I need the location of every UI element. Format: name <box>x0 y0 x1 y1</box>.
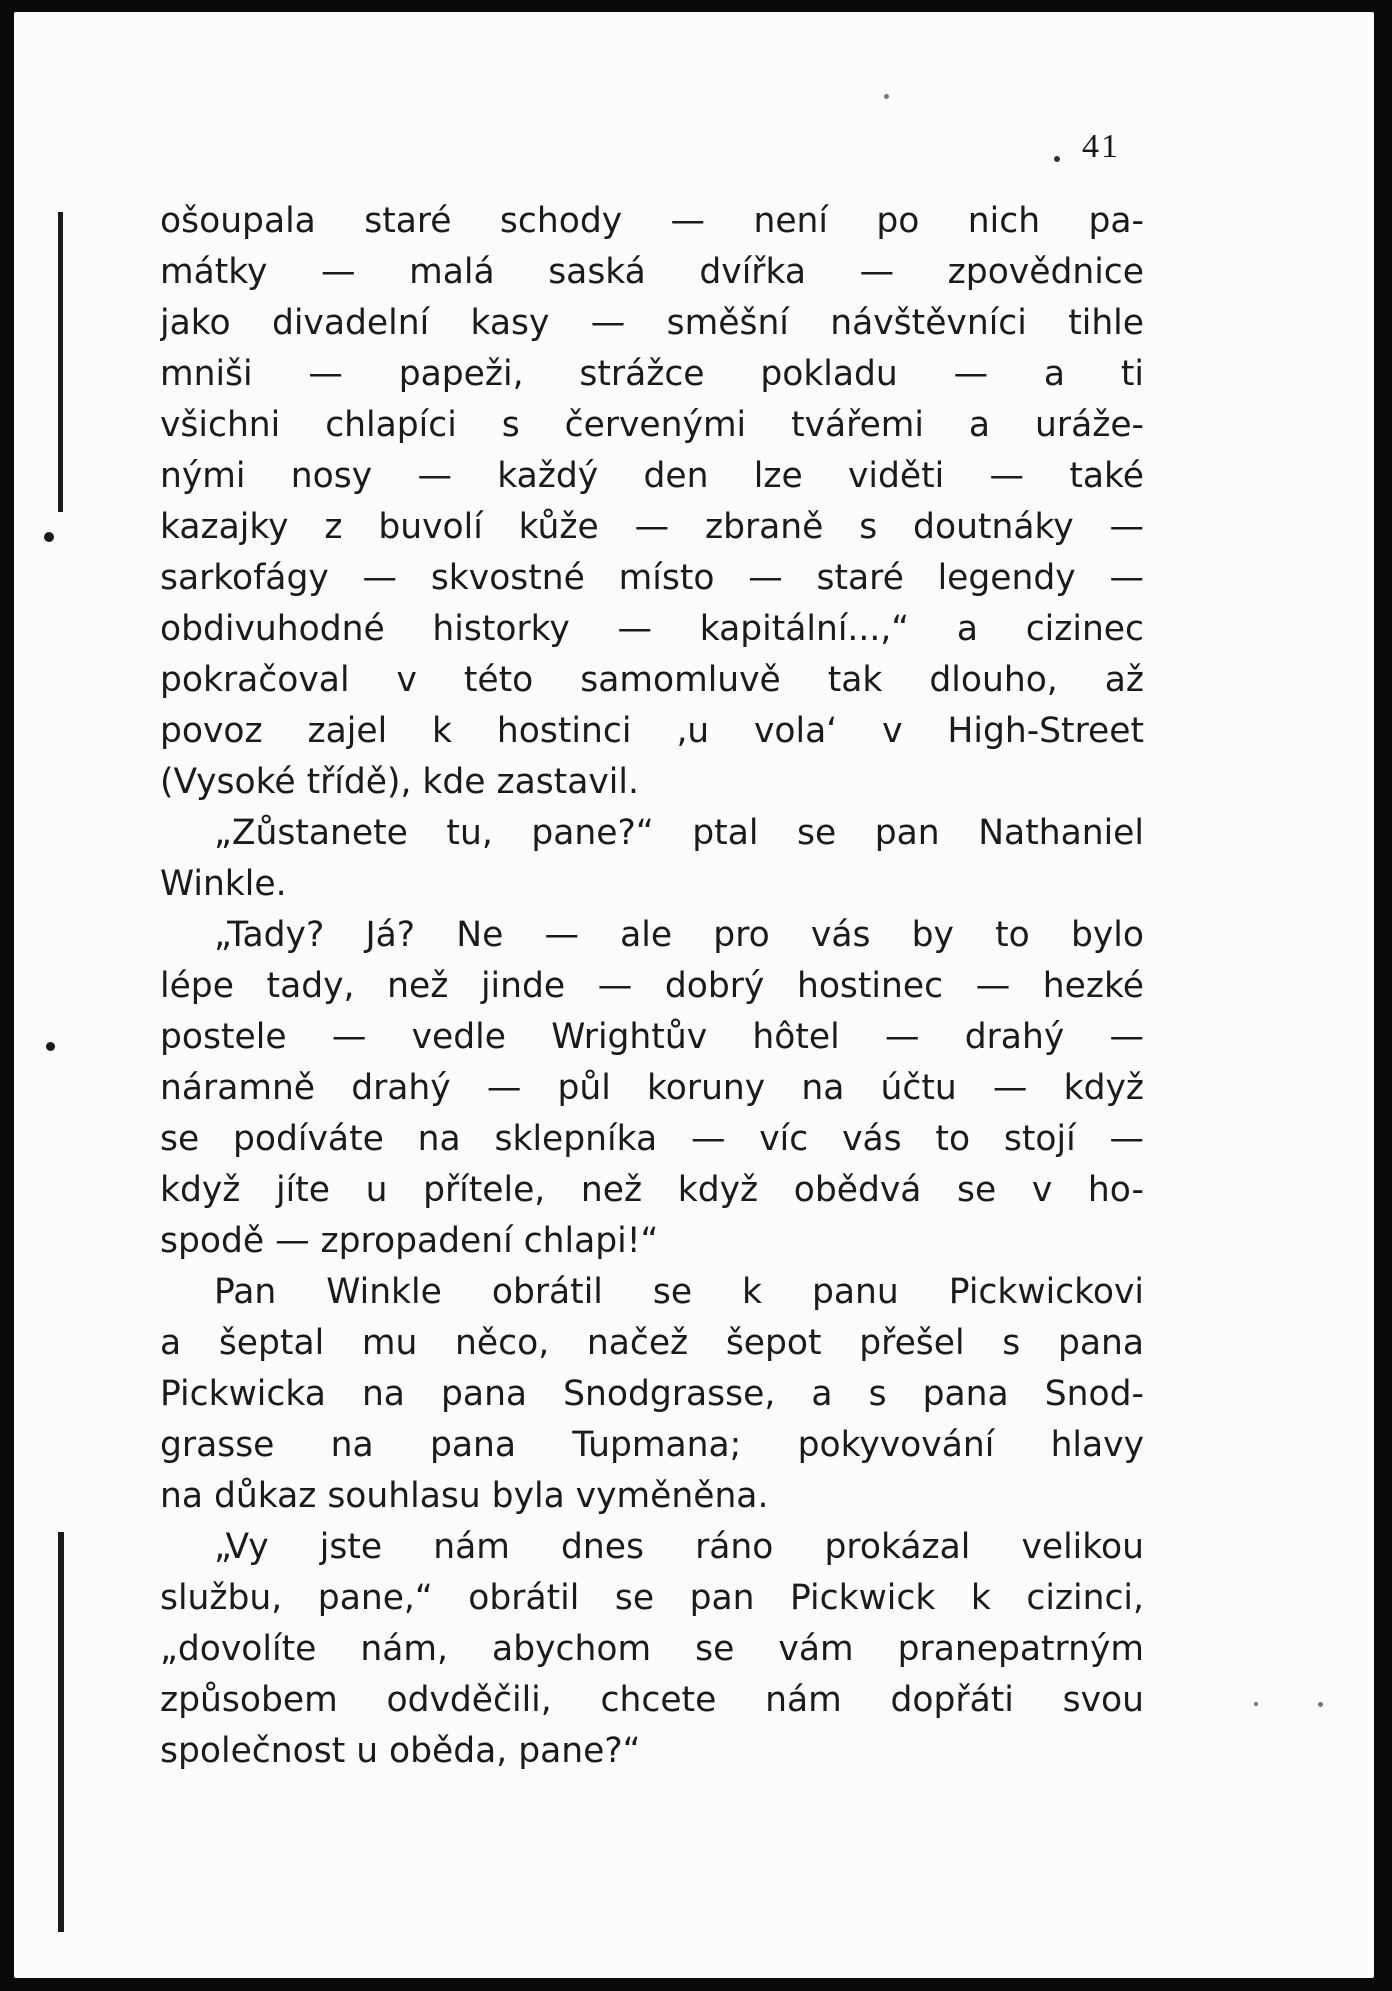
text-line: „dovolíte nám, abychom se vám pranepatrným <box>160 1629 1144 1669</box>
paper-speck <box>884 94 889 99</box>
page-number: 41 <box>1082 128 1120 165</box>
text-line: společnost u oběda, pane?“ <box>160 1731 641 1771</box>
text-line: nými nosy — každý den lze viděti — také <box>160 456 1144 496</box>
text-line: Winkle. <box>160 864 287 904</box>
text-line: službu, pane,“ obrátil se pan Pickwick k cizinci, <box>160 1578 1144 1618</box>
text-line: jako divadelní kasy — směšní návštěvníci tihle <box>160 303 1144 343</box>
text-line: sarkofágy — skvostné místo — staré legendy — <box>160 558 1144 598</box>
text-line: na důkaz souhlasu byla vyměněna. <box>160 1476 769 1516</box>
text-line: pokračoval v této samomluvě tak dlouho, až <box>160 660 1144 700</box>
text-line: náramně drahý — půl koruny na účtu — když <box>160 1068 1144 1108</box>
paper-speck <box>1254 1702 1258 1706</box>
text-line: lépe tady, než jinde — dobrý hostinec — hezké <box>160 966 1144 1006</box>
text-line: kazajky z buvolí kůže — zbraně s doutnáky — <box>160 507 1144 547</box>
body-text <box>160 196 1144 1777</box>
text-line: Pickwicka na pana Snodgrasse, a s pana Snod- <box>160 1374 1144 1414</box>
text-line: spodě — zpropadení chlapi!“ <box>160 1221 659 1261</box>
text-line: „Vy jste nám dnes ráno prokázal velikou <box>214 1527 1144 1567</box>
paper-speck <box>1054 156 1060 162</box>
binding-shadow-bottom <box>58 1532 64 1932</box>
text-line: mniši — papeži, strážce pokladu — a ti <box>160 354 1144 394</box>
text-line: (Vysoké třídě), kde zastavil. <box>160 762 639 802</box>
text-line: všichni chlapíci s červenými tvářemi a uráže- <box>160 405 1144 445</box>
binding-mark-dot <box>44 532 54 542</box>
text-line: a šeptal mu něco, načež šepot přešel s pana <box>160 1323 1144 1363</box>
text-line: se podíváte na sklepníka — víc vás to stojí — <box>160 1119 1144 1159</box>
text-line: Pan Winkle obrátil se k panu Pickwickovi <box>214 1272 1144 1312</box>
text-line: grasse na pana Tupmana; pokyvování hlavy <box>160 1425 1144 1465</box>
text-line: povoz zajel k hostinci ‚u vola‘ v High-Street <box>160 711 1144 751</box>
text-line: „Tady? Já? Ne — ale pro vás by to bylo <box>214 915 1144 955</box>
text-line: způsobem odvděčili, chcete nám dopřáti svou <box>160 1680 1144 1720</box>
paper-speck <box>1318 1702 1323 1707</box>
text-line: „Zůstanete tu, pane?“ ptal se pan Nathaniel <box>214 813 1144 853</box>
text-line: obdivuhodné historky — kapitální...,“ a cizinec <box>160 609 1144 649</box>
text-line: postele — vedle Wrightův hôtel — drahý — <box>160 1017 1144 1057</box>
text-line: ošoupala staré schody — není po nich pa- <box>160 201 1144 241</box>
text-line: když jíte u přítele, než když obědvá se v ho- <box>160 1170 1144 1210</box>
binding-mark-dot <box>46 1042 55 1051</box>
binding-shadow-top <box>58 212 63 512</box>
text-line: mátky — malá saská dvířka — zpovědnice <box>160 252 1144 292</box>
